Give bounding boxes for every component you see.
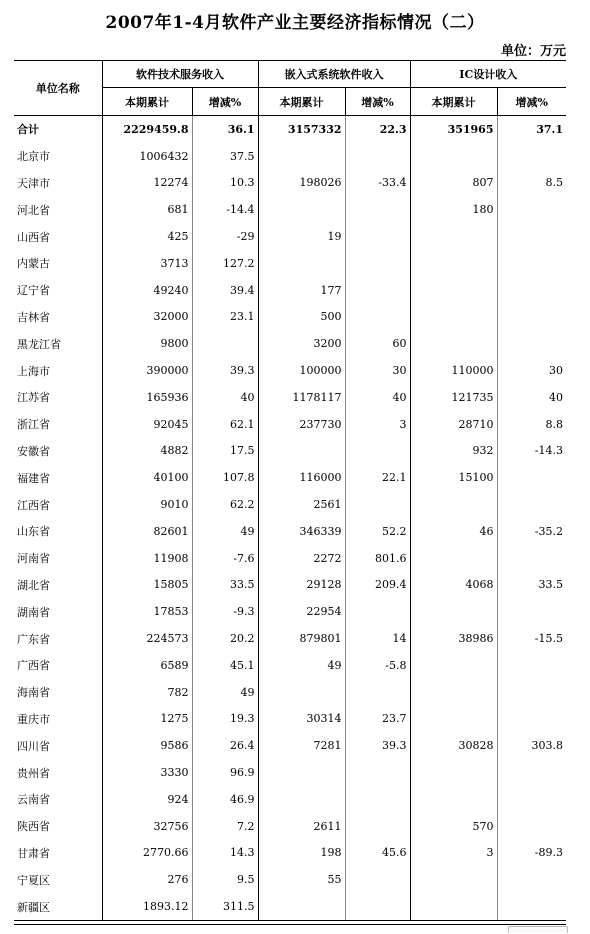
- ic-change-cell: [497, 652, 566, 679]
- ic-cumulative-cell: 3: [410, 840, 497, 867]
- embedded-change-cell: [345, 759, 410, 786]
- region-name: 辽宁省: [17, 284, 50, 298]
- ic-cumulative-cell: 30828: [410, 732, 497, 759]
- service-cumulative-cell: 49240: [102, 277, 192, 304]
- embedded-cumulative-cell: 2611: [258, 813, 345, 840]
- table-row: [14, 786, 566, 813]
- embedded-cumulative-cell: 7281: [258, 732, 345, 759]
- service-cumulative-cell: 9800: [102, 330, 192, 357]
- table-row: [14, 143, 566, 170]
- service-cumulative-cell: 276: [102, 866, 192, 893]
- embedded-change-cell: [345, 893, 410, 920]
- embedded-cumulative-cell: 237730: [258, 411, 345, 438]
- region-name: 山东省: [17, 525, 50, 539]
- region-name: 河南省: [17, 552, 50, 566]
- table-row: [14, 893, 566, 920]
- embedded-cumulative-cell: 100000: [258, 357, 345, 384]
- embedded-cumulative-cell: 1178117: [258, 384, 345, 411]
- ic-cumulative-cell: 28710: [410, 411, 497, 438]
- region-name: 吉林省: [17, 310, 50, 324]
- embedded-change-cell: [345, 143, 410, 170]
- header-ic-design: IC设计收入: [410, 61, 566, 88]
- table-row: [14, 840, 566, 867]
- service-cumulative-cell: 6589: [102, 652, 192, 679]
- ic-change-cell: -14.3: [497, 438, 566, 465]
- embedded-cumulative-cell: [258, 143, 345, 170]
- service-cumulative-cell: 224573: [102, 625, 192, 652]
- region-name: 陕西省: [17, 820, 50, 834]
- service-cumulative-cell: 3713: [102, 250, 192, 277]
- table-row: [14, 706, 566, 733]
- ic-change-cell: [497, 706, 566, 733]
- table-row: [14, 250, 566, 277]
- service-change-cell: -7.6: [192, 545, 258, 572]
- service-cumulative-cell: 1006432: [102, 143, 192, 170]
- service-change-cell: 46.9: [192, 786, 258, 813]
- embedded-cumulative-cell: 346339: [258, 518, 345, 545]
- table-row: [14, 491, 566, 518]
- embedded-change-cell: 39.3: [345, 732, 410, 759]
- scroll-handle[interactable]: [508, 926, 568, 933]
- region-name: 湖北省: [17, 578, 50, 592]
- embedded-cumulative-cell: 177: [258, 277, 345, 304]
- table-row: [14, 545, 566, 572]
- table-row: [14, 866, 566, 893]
- ic-change-cell: [497, 491, 566, 518]
- ic-change-cell: [497, 598, 566, 625]
- embedded-cumulative-cell: 29128: [258, 572, 345, 599]
- ic-cumulative-cell: [410, 893, 497, 920]
- region-name: 重庆市: [17, 712, 50, 726]
- embedded-cumulative-cell: 198: [258, 840, 345, 867]
- table-row: [14, 304, 566, 331]
- ic-change-cell: [497, 277, 566, 304]
- embedded-cumulative-cell: 2561: [258, 491, 345, 518]
- service-change-cell: 107.8: [192, 464, 258, 491]
- embedded-change-cell: [345, 786, 410, 813]
- region-name: 四川省: [17, 739, 50, 753]
- unit-label: 单位：万元: [500, 44, 566, 59]
- ic-change-cell: [497, 679, 566, 706]
- header-cumulative: 本期累计: [410, 88, 497, 116]
- embedded-change-cell: 22.1: [345, 464, 410, 491]
- ic-change-cell: 303.8: [497, 732, 566, 759]
- service-change-cell: 49: [192, 518, 258, 545]
- header-unit-name: 单位名称: [14, 61, 102, 116]
- ic-cumulative-cell: [410, 330, 497, 357]
- embedded-change-cell: [345, 679, 410, 706]
- service-change-cell: 96.9: [192, 759, 258, 786]
- service-cumulative-cell: 425: [102, 223, 192, 250]
- embedded-change-cell: 30: [345, 357, 410, 384]
- embedded-change-cell: 23.7: [345, 706, 410, 733]
- service-cumulative-cell: 2229459.8: [102, 116, 192, 143]
- table-row: [14, 223, 566, 250]
- embedded-cumulative-cell: 879801: [258, 625, 345, 652]
- service-change-cell: 45.1: [192, 652, 258, 679]
- ic-change-cell: 33.5: [497, 572, 566, 599]
- embedded-change-cell: 22.3: [345, 116, 410, 143]
- service-change-cell: -9.3: [192, 598, 258, 625]
- ic-cumulative-cell: 180: [410, 196, 497, 223]
- ic-cumulative-cell: 110000: [410, 357, 497, 384]
- service-cumulative-cell: 390000: [102, 357, 192, 384]
- ic-change-cell: [497, 250, 566, 277]
- header-cumulative: 本期累计: [102, 88, 192, 116]
- service-change-cell: 14.3: [192, 840, 258, 867]
- region-name: 广东省: [17, 632, 50, 646]
- ic-change-cell: 40: [497, 384, 566, 411]
- table-row: [14, 625, 566, 652]
- embedded-change-cell: [345, 277, 410, 304]
- service-cumulative-cell: 1893.12: [102, 893, 192, 920]
- service-cumulative-cell: 82601: [102, 518, 192, 545]
- service-cumulative-cell: 15805: [102, 572, 192, 599]
- embedded-cumulative-cell: 3157332: [258, 116, 345, 143]
- ic-change-cell: -89.3: [497, 840, 566, 867]
- embedded-cumulative-cell: [258, 893, 345, 920]
- ic-change-cell: [497, 545, 566, 572]
- region-name: 山西省: [17, 230, 50, 244]
- table-row: [14, 813, 566, 840]
- ic-change-cell: [497, 866, 566, 893]
- embedded-change-cell: 60: [345, 330, 410, 357]
- region-name: 合计: [17, 123, 39, 137]
- header-change-pct: 增减%: [497, 88, 566, 116]
- table-row: [14, 330, 566, 357]
- ic-cumulative-cell: [410, 652, 497, 679]
- header-cumulative: 本期累计: [258, 88, 345, 116]
- region-name: 宁夏区: [17, 873, 50, 887]
- service-cumulative-cell: 2770.66: [102, 840, 192, 867]
- table-row: [14, 170, 566, 197]
- embedded-change-cell: [345, 813, 410, 840]
- table-row-total: [14, 116, 566, 143]
- region-name: 安徽省: [17, 444, 50, 458]
- ic-cumulative-cell: 15100: [410, 464, 497, 491]
- table-row: [14, 438, 566, 465]
- service-cumulative-cell: 40100: [102, 464, 192, 491]
- service-cumulative-cell: 3330: [102, 759, 192, 786]
- region-name: 天津市: [17, 176, 50, 190]
- region-name: 新疆区: [14, 893, 102, 920]
- header-software-service: 软件技术服务收入: [102, 61, 258, 88]
- ic-cumulative-cell: 807: [410, 170, 497, 197]
- ic-change-cell: [497, 786, 566, 813]
- ic-cumulative-cell: 4068: [410, 572, 497, 599]
- service-cumulative-cell: 924: [102, 786, 192, 813]
- service-change-cell: 127.2: [192, 250, 258, 277]
- table-row: [14, 572, 566, 599]
- service-change-cell: 19.3: [192, 706, 258, 733]
- table-row: [14, 411, 566, 438]
- table-bottom-rule: [14, 924, 566, 925]
- region-name: 云南省: [17, 793, 50, 807]
- region-name: 江苏省: [17, 391, 50, 405]
- service-change-cell: 49: [192, 679, 258, 706]
- embedded-change-cell: [345, 250, 410, 277]
- table-row: [14, 384, 566, 411]
- service-cumulative-cell: 32000: [102, 304, 192, 331]
- service-cumulative-cell: 681: [102, 196, 192, 223]
- embedded-cumulative-cell: 19: [258, 223, 345, 250]
- region-name: 浙江省: [17, 418, 50, 432]
- ic-cumulative-cell: 121735: [410, 384, 497, 411]
- table-row: [14, 464, 566, 491]
- region-name: 黑龙江省: [17, 337, 61, 351]
- ic-cumulative-cell: [410, 250, 497, 277]
- ic-cumulative-cell: [410, 706, 497, 733]
- embedded-change-cell: 45.6: [345, 840, 410, 867]
- ic-cumulative-cell: [410, 545, 497, 572]
- embedded-change-cell: [345, 223, 410, 250]
- ic-change-cell: [497, 813, 566, 840]
- ic-change-cell: 8.8: [497, 411, 566, 438]
- table-row: [14, 518, 566, 545]
- service-change-cell: 40: [192, 384, 258, 411]
- service-cumulative-cell: 92045: [102, 411, 192, 438]
- embedded-change-cell: 52.2: [345, 518, 410, 545]
- embedded-cumulative-cell: [258, 250, 345, 277]
- service-change-cell: -14.4: [192, 196, 258, 223]
- ic-cumulative-cell: 932: [410, 438, 497, 465]
- ic-cumulative-cell: 570: [410, 813, 497, 840]
- table-row: [14, 652, 566, 679]
- region-name: 海南省: [17, 686, 50, 700]
- service-change-cell: 39.4: [192, 277, 258, 304]
- embedded-change-cell: [345, 304, 410, 331]
- embedded-change-cell: [345, 196, 410, 223]
- embedded-cumulative-cell: [258, 786, 345, 813]
- ic-cumulative-cell: 38986: [410, 625, 497, 652]
- ic-cumulative-cell: [410, 491, 497, 518]
- page-title: 2007年1-4月软件产业主要经济指标情况（二）: [105, 13, 485, 33]
- region-name: 北京市: [17, 150, 50, 164]
- ic-change-cell: -15.5: [497, 625, 566, 652]
- embedded-change-cell: -5.8: [345, 652, 410, 679]
- embedded-change-cell: [345, 438, 410, 465]
- table-row: [14, 277, 566, 304]
- table-row: [14, 196, 566, 223]
- service-change-cell: 62.2: [192, 491, 258, 518]
- table-body: [14, 116, 566, 921]
- ic-change-cell: -35.2: [497, 518, 566, 545]
- service-change-cell: 36.1: [192, 116, 258, 143]
- service-cumulative-cell: 17853: [102, 598, 192, 625]
- ic-cumulative-cell: 351965: [410, 116, 497, 143]
- embedded-change-cell: [345, 491, 410, 518]
- ic-change-cell: [497, 223, 566, 250]
- ic-change-cell: [497, 304, 566, 331]
- region-name: 内蒙古: [17, 257, 50, 271]
- embedded-cumulative-cell: 198026: [258, 170, 345, 197]
- embedded-cumulative-cell: [258, 196, 345, 223]
- embedded-change-cell: [345, 866, 410, 893]
- ic-change-cell: 8.5: [497, 170, 566, 197]
- table-row: [14, 598, 566, 625]
- ic-cumulative-cell: [410, 679, 497, 706]
- embedded-cumulative-cell: 22954: [258, 598, 345, 625]
- ic-change-cell: [497, 330, 566, 357]
- service-change-cell: 23.1: [192, 304, 258, 331]
- ic-cumulative-cell: 46: [410, 518, 497, 545]
- table-row: [14, 732, 566, 759]
- region-name: 河北省: [17, 203, 50, 217]
- indicator-table: [14, 60, 566, 921]
- service-cumulative-cell: 11908: [102, 545, 192, 572]
- ic-cumulative-cell: [410, 143, 497, 170]
- embedded-cumulative-cell: 2272: [258, 545, 345, 572]
- ic-change-cell: 30: [497, 357, 566, 384]
- ic-cumulative-cell: [410, 786, 497, 813]
- embedded-cumulative-cell: [258, 438, 345, 465]
- service-change-cell: 62.1: [192, 411, 258, 438]
- service-change-cell: 9.5: [192, 866, 258, 893]
- region-name: 江西省: [17, 498, 50, 512]
- embedded-change-cell: [345, 598, 410, 625]
- header-embedded-software: 嵌入式系统软件收入: [258, 61, 410, 88]
- region-name: 上海市: [17, 364, 50, 378]
- embedded-cumulative-cell: 49: [258, 652, 345, 679]
- header-change-pct: 增减%: [192, 88, 258, 116]
- ic-cumulative-cell: [410, 304, 497, 331]
- embedded-change-cell: 14: [345, 625, 410, 652]
- embedded-change-cell: 801.6: [345, 545, 410, 572]
- table-row: [14, 357, 566, 384]
- service-cumulative-cell: 1275: [102, 706, 192, 733]
- region-name: 甘肃省: [17, 846, 50, 860]
- header-change-pct: 增减%: [345, 88, 410, 116]
- region-name: 福建省: [17, 471, 50, 485]
- region-name: 湖南省: [17, 605, 50, 619]
- service-change-cell: 20.2: [192, 625, 258, 652]
- service-cumulative-cell: 9586: [102, 732, 192, 759]
- embedded-cumulative-cell: 500: [258, 304, 345, 331]
- service-change-cell: 7.2: [192, 813, 258, 840]
- ic-change-cell: [497, 759, 566, 786]
- service-change-cell: 26.4: [192, 732, 258, 759]
- service-change-cell: [192, 330, 258, 357]
- region-name: 广西省: [17, 659, 50, 673]
- embedded-cumulative-cell: 3200: [258, 330, 345, 357]
- service-cumulative-cell: 32756: [102, 813, 192, 840]
- ic-cumulative-cell: [410, 866, 497, 893]
- ic-change-cell: 37.1: [497, 116, 566, 143]
- ic-change-cell: [497, 196, 566, 223]
- ic-change-cell: [497, 464, 566, 491]
- ic-cumulative-cell: [410, 598, 497, 625]
- embedded-cumulative-cell: 55: [258, 866, 345, 893]
- embedded-cumulative-cell: [258, 679, 345, 706]
- embedded-cumulative-cell: 116000: [258, 464, 345, 491]
- service-cumulative-cell: 9010: [102, 491, 192, 518]
- service-cumulative-cell: 782: [102, 679, 192, 706]
- embedded-cumulative-cell: 30314: [258, 706, 345, 733]
- service-cumulative-cell: 4882: [102, 438, 192, 465]
- embedded-change-cell: -33.4: [345, 170, 410, 197]
- service-change-cell: 17.5: [192, 438, 258, 465]
- ic-cumulative-cell: [410, 759, 497, 786]
- table-row: [14, 679, 566, 706]
- service-change-cell: 39.3: [192, 357, 258, 384]
- table-row: [14, 759, 566, 786]
- embedded-change-cell: 209.4: [345, 572, 410, 599]
- service-change-cell: 33.5: [192, 572, 258, 599]
- ic-cumulative-cell: [410, 277, 497, 304]
- service-change-cell: 37.5: [192, 143, 258, 170]
- service-cumulative-cell: 12274: [102, 170, 192, 197]
- ic-cumulative-cell: [410, 223, 497, 250]
- embedded-change-cell: 40: [345, 384, 410, 411]
- service-change-cell: 10.3: [192, 170, 258, 197]
- service-change-cell: 311.5: [192, 893, 258, 920]
- ic-change-cell: [497, 893, 566, 920]
- ic-change-cell: [497, 143, 566, 170]
- embedded-change-cell: 3: [345, 411, 410, 438]
- region-name: 贵州省: [17, 766, 50, 780]
- service-cumulative-cell: 165936: [102, 384, 192, 411]
- service-change-cell: -29: [192, 223, 258, 250]
- embedded-cumulative-cell: [258, 759, 345, 786]
